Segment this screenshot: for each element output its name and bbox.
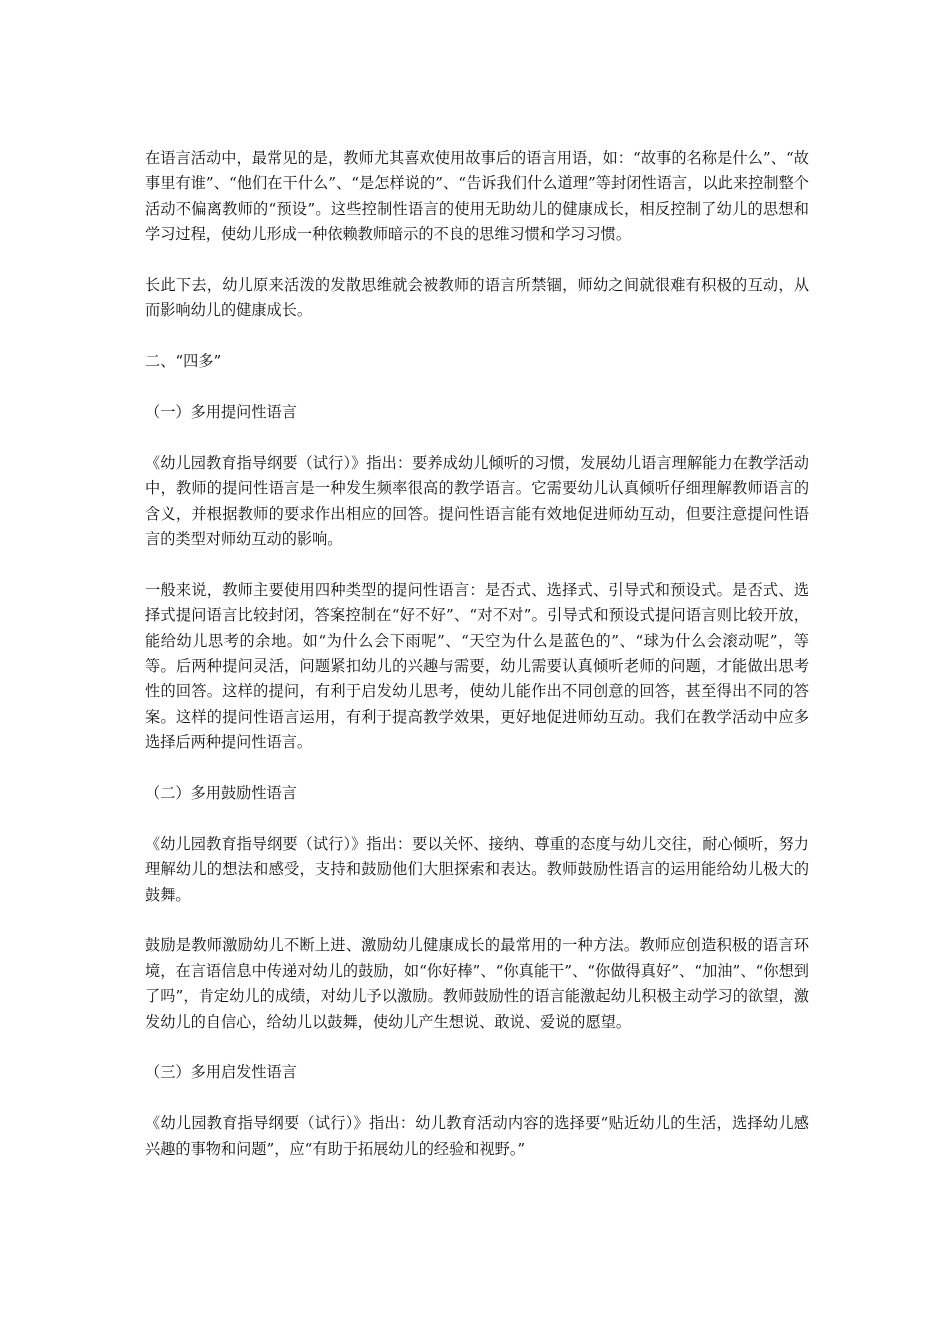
paragraph: 《幼儿园教育指导纲要（试行）》指出：幼儿教育活动内容的选择要“贴近幼儿的生活，选择幼儿感兴趣的事物和问题”，应“有助于拓展幼儿的经验和视野。” <box>145 1114 809 1158</box>
subsection-heading: （二）多用鼓励性语言 <box>145 784 297 803</box>
paragraph: 《幼儿园教育指导纲要（试行）》指出：要以关怀、接纳、尊重的态度与幼儿交往，耐心倾听，努力理解幼儿的想法和感受，支持和鼓励他们大胆探索和表达。教师鼓励性语言的运用能给幼儿极大的鼓舞。 <box>145 834 809 904</box>
section-heading: 二、“四多” <box>145 352 222 371</box>
paragraph: 一般来说，教师主要使用四种类型的提问性语言：是否式、选择式、引导式和预设式。是否式、选择式提问语言比较封闭，答案控制在“好不好”、“对不对”。引导式和预设式提问语言则比较开放，能给幼儿思考的余地。如“为什么会下雨呢”、“天空为什么是蓝色的”、“球为什么会滚动呢”，等等。后两种提问灵活，问题紧扣幼儿的兴趣与需要，幼儿需要认真倾听老师的问题，才能做出思考性的回答。这样的提问，有利于启发幼儿思考，使幼儿能作出不同创意的回答，甚至得出不同的答案。这样的提问性语言运用，有利于提高教学效果，更好地促进师幼互动。我们在教学活动中应多选择后两种提问性语言。 <box>145 580 809 752</box>
paragraph: 鼓励是教师激励幼儿不断上进、激励幼儿健康成长的最常用的一种方法。教师应创造积极的语言环境，在言语信息中传递对幼儿的鼓励，如“你好棒”、“你真能干”、“你做得真好”、“加油”、“你想到了吗”，肯定幼儿的成绩，对幼儿予以激励。教师鼓励性的语言能激起幼儿积极主动学习的欲望，激发幼儿的自信心，给幼儿以鼓舞，使幼儿产生想说、敢说、爱说的愿望。 <box>145 936 809 1031</box>
document-body <box>145 146 809 1187</box>
subsection-heading: （三）多用启发性语言 <box>145 1063 297 1082</box>
paragraph: 长此下去，幼儿原来活泼的发散思维就会被教师的语言所禁锢，师幼之间就很难有积极的互动，从而影响幼儿的健康成长。 <box>145 276 809 320</box>
paragraph: 《幼儿园教育指导纲要（试行）》指出：要养成幼儿倾听的习惯，发展幼儿语言理解能力在教学活动中，教师的提问性语言是一种发生频率很高的教学语言。它需要幼儿认真倾听仔细理解教师语言的含义，并根据教师的要求作出相应的回答。提问性语言能有效地促进师幼互动，但要注意提问性语言的类型对师幼互动的影响。 <box>145 453 809 549</box>
subsection-heading: （一）多用提问性语言 <box>145 403 297 422</box>
paragraph: 在语言活动中，最常见的是，教师尤其喜欢使用故事后的语言用语，如：“故事的名称是什么”、“故事里有谁”、“他们在干什么”、“是怎样说的”、“告诉我们什么道理”等封闭性语言，以此来控制整个活动不偏离教师的“预设”。这些控制性语言的使用无助幼儿的健康成长，相反控制了幼儿的思想和学习过程，使幼儿形成一种依赖教师暗示的不良的思维习惯和学习习惯。 <box>145 149 809 244</box>
